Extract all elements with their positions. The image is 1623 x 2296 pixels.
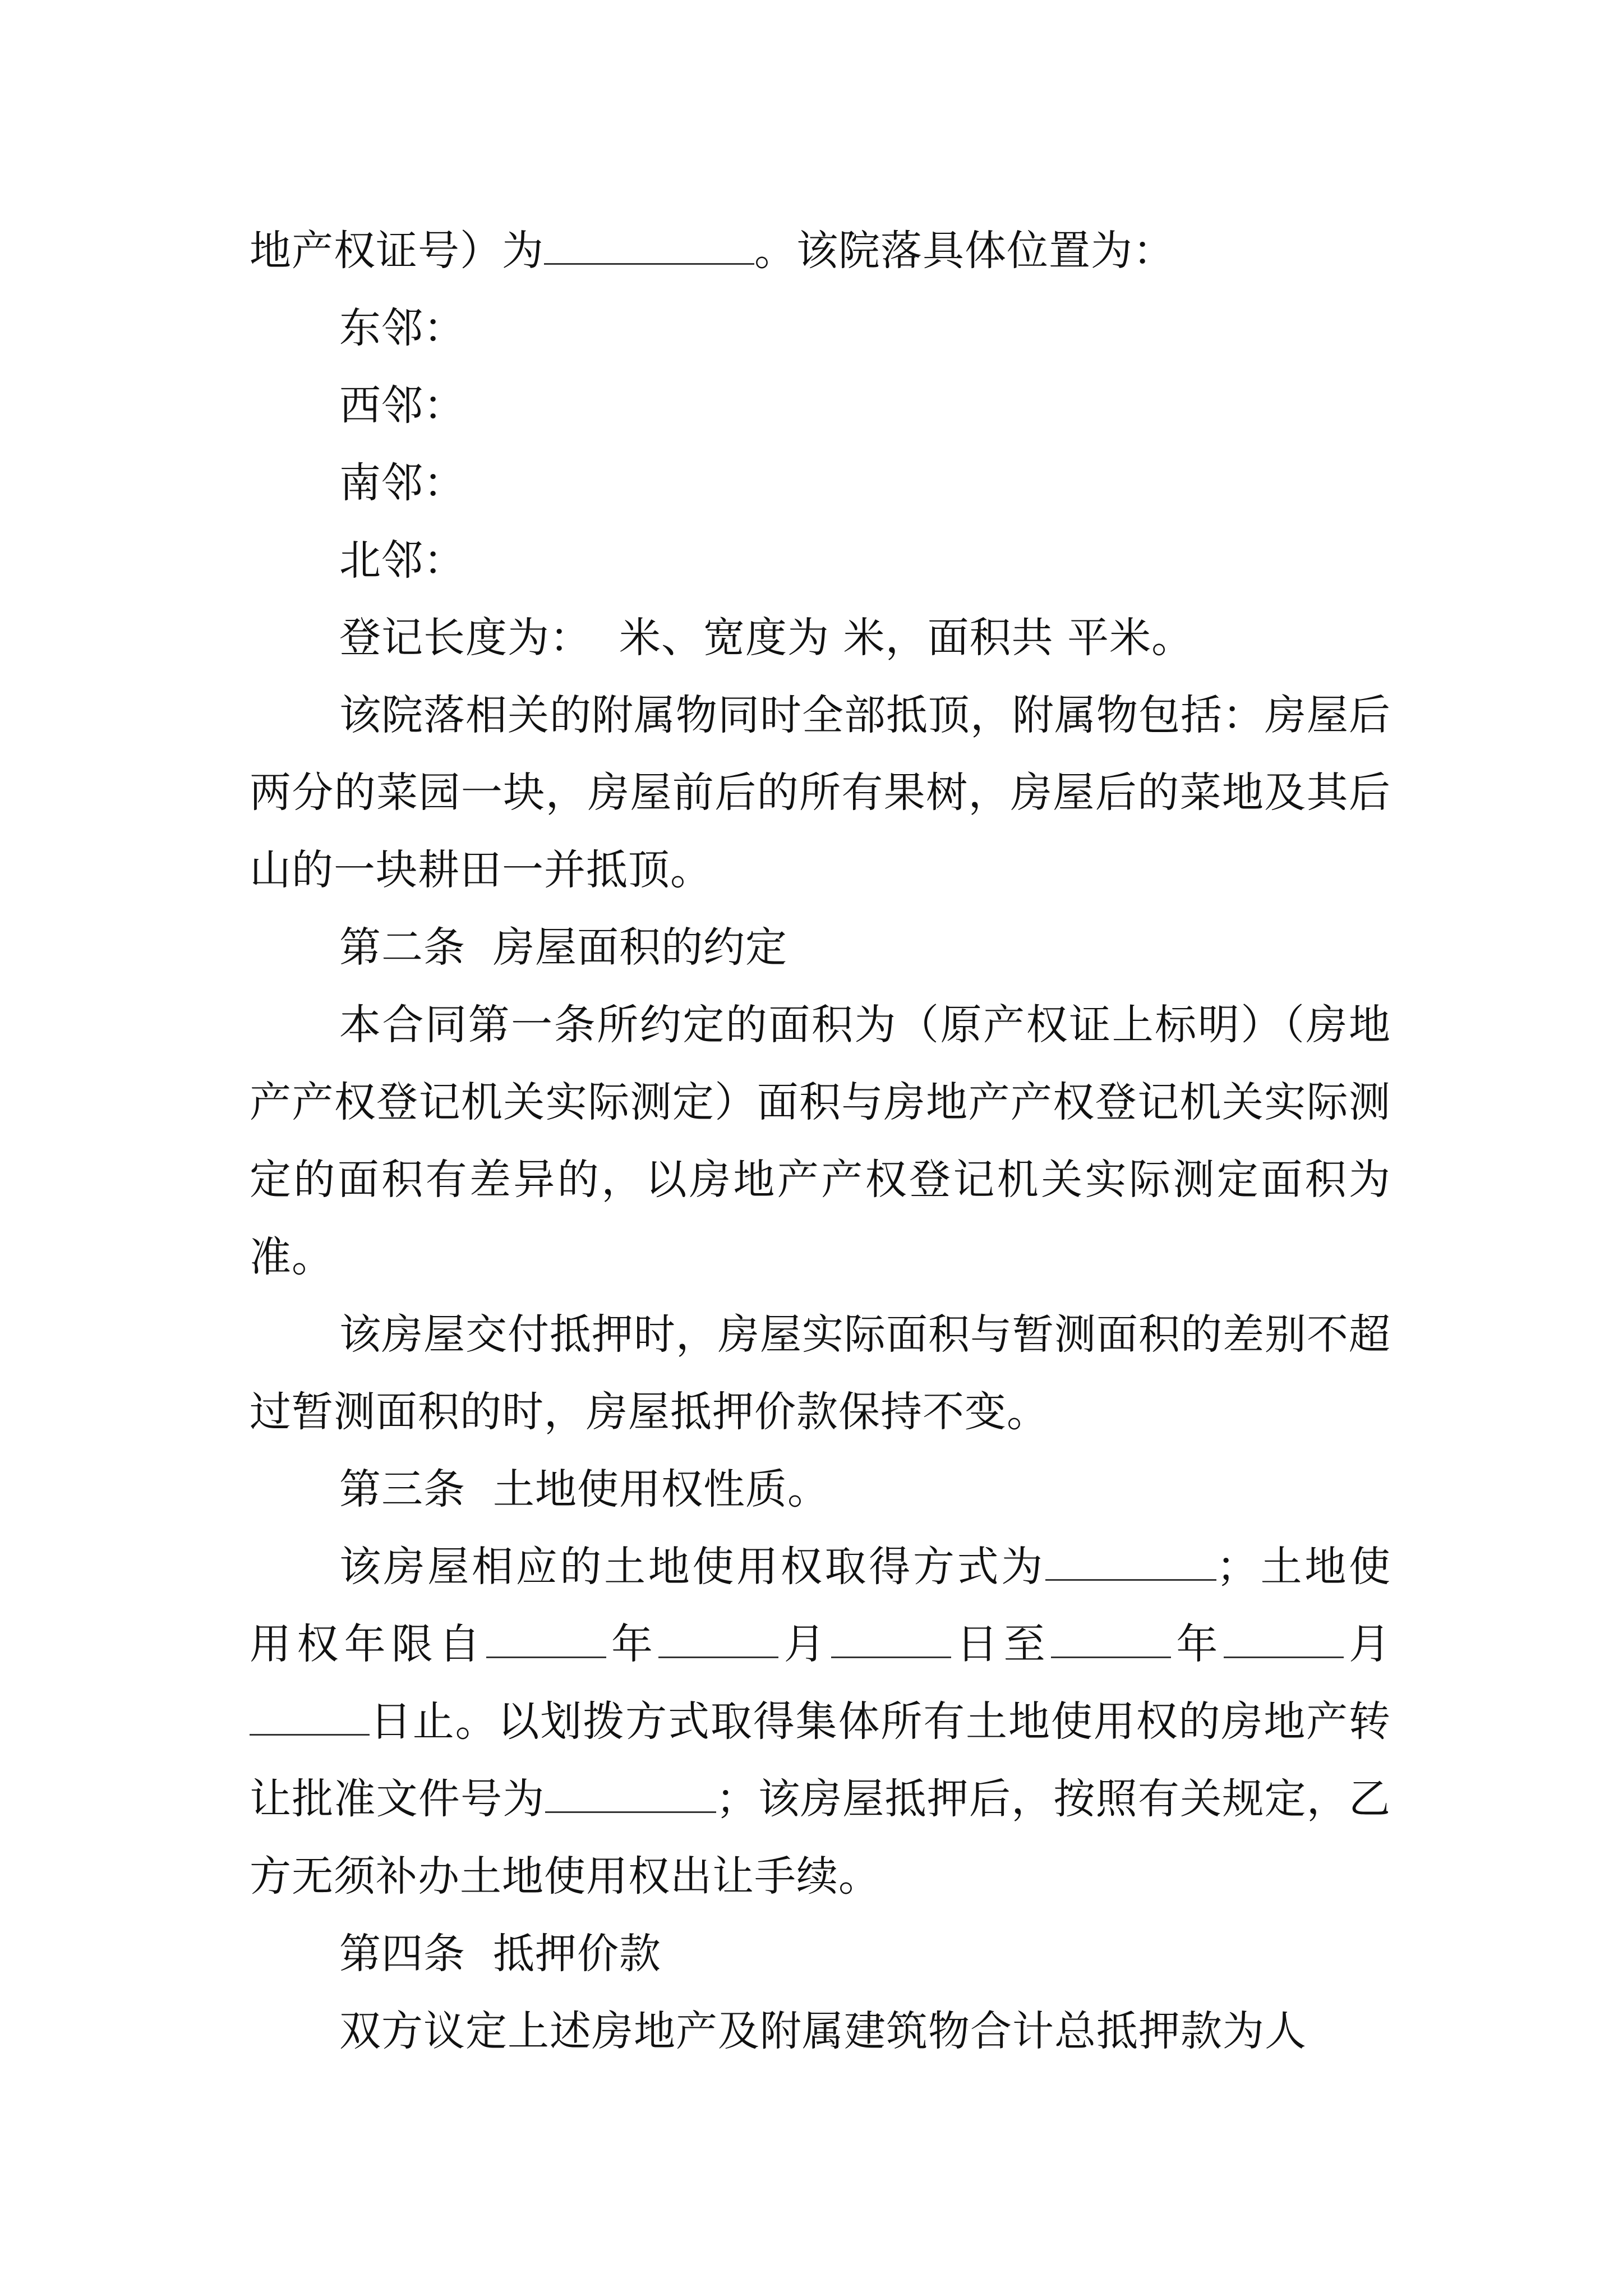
- article-2-heading: 第二条 房屋面积的约定: [339, 923, 788, 972]
- neighbor-north: 北邻：: [339, 536, 465, 585]
- text-segment: 年: [606, 1620, 659, 1668]
- blank-line: [1224, 1621, 1344, 1658]
- article-3-paragraph: [250, 1528, 1391, 1915]
- article-3-heading: 第三条 土地使用权性质。: [339, 1465, 830, 1513]
- paragraph-attachments: 该院落相关的附属物同时全部抵顶，附属物包括：房屋后两分的菜园一块，房屋前后的所有果树，房屋后的菜地及其后山的一块耕田一并抵顶。: [250, 691, 1391, 894]
- neighbor-south: 南邻：: [339, 459, 465, 507]
- neighbor-west: 西邻：: [339, 381, 465, 430]
- text-segment: 该房屋相应的土地使用权取得方式为: [339, 1543, 1045, 1591]
- text-segment: 月: [778, 1620, 832, 1668]
- text-segment: 年: [1171, 1620, 1224, 1668]
- paragraph-dimensions: 登记长度为： 米、宽度为 米，面积共 平米。: [339, 614, 1194, 662]
- blank-line: [250, 1698, 370, 1736]
- blank-line: [544, 227, 754, 265]
- article-2-paragraph-2: 该房屋交付抵押时，房屋实际面积与暂测面积的差别不超过暂测面积的时，房屋抵押价款保持不变。: [250, 1310, 1391, 1436]
- text-segment: ；该房屋抵押后，按照有关规定，乙方无须补办土地使用权出让手续。: [250, 1775, 1391, 1901]
- text-segment: 。该院落具体位置为：: [754, 227, 1175, 275]
- text-segment: 日止。以划拨方式取得集体所有土地使用权的房地产转让批准文件号为: [250, 1697, 1391, 1823]
- blank-line: [831, 1621, 951, 1658]
- blank-line: [658, 1621, 778, 1658]
- blank-line: [1045, 1543, 1216, 1581]
- article-2-paragraph-1: 本合同第一条所约定的面积为（原产权证上标明）（房地产产权登记机关实际测定）面积与房地产产权登记机关实际测定的面积有差异的，以房地产产权登记机关实际测定面积为准。: [250, 1001, 1391, 1281]
- blank-line: [545, 1775, 716, 1813]
- text-segment: ；土地使用权年限自: [250, 1543, 1391, 1668]
- blank-line: [486, 1621, 606, 1658]
- document-body: [250, 212, 1391, 2070]
- blank-line: [1051, 1621, 1171, 1658]
- neighbor-east: 东邻：: [339, 304, 465, 352]
- article-4-heading: 第四条 抵押价款: [339, 1930, 662, 1978]
- text-segment: 地产权证号）为: [250, 227, 544, 275]
- paragraph-cert-number: [250, 212, 1391, 289]
- text-segment: 日至: [951, 1620, 1052, 1668]
- article-4-paragraph-1: 双方议定上述房地产及附属建筑物合计总抵押款为人: [339, 2007, 1307, 2055]
- text-segment: 月: [1343, 1620, 1391, 1668]
